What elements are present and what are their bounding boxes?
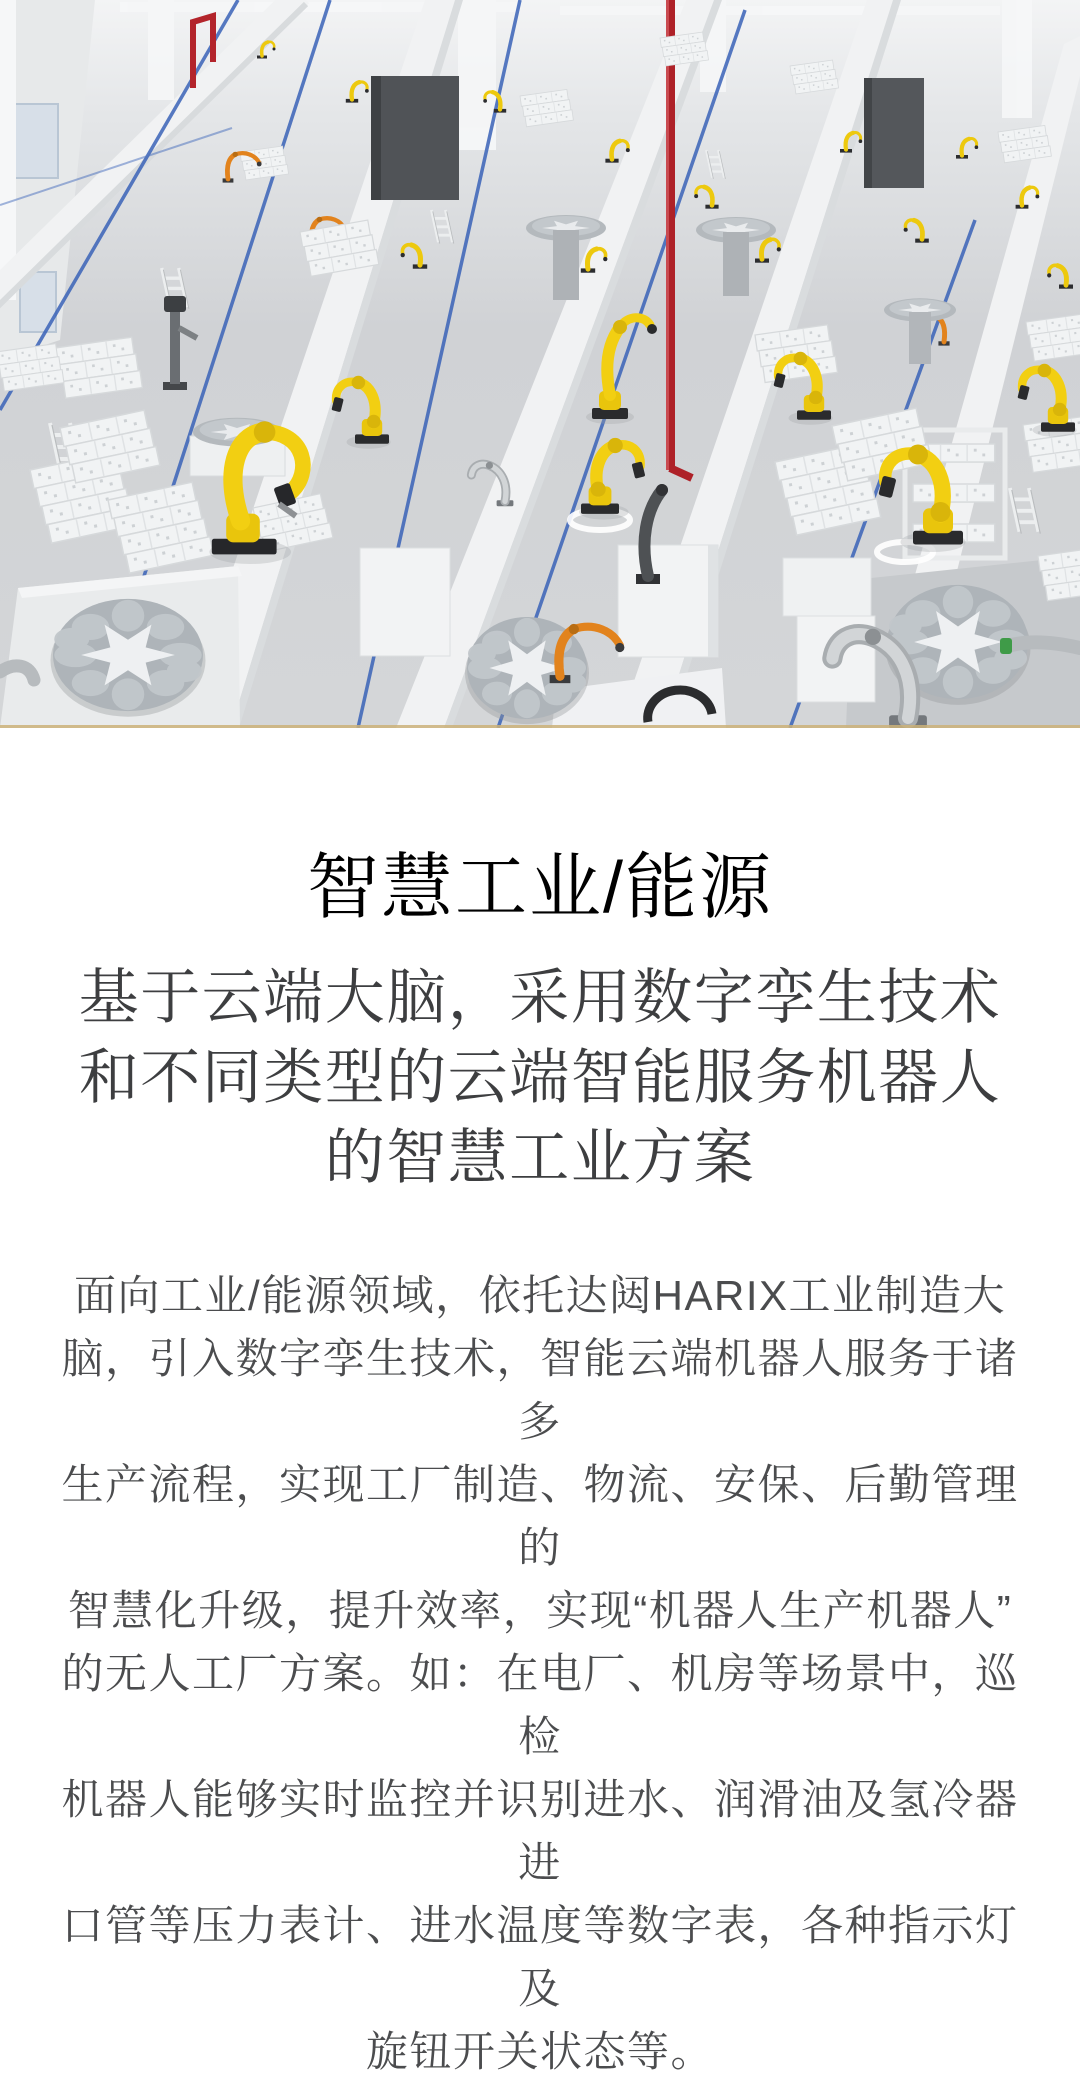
subtitle-line: 的智慧工业方案: [324, 1124, 756, 1191]
subtitle-line: 基于云端大脑，采用数字孪生技术: [78, 964, 1002, 1031]
body-line: 口管等压力表计、进水温度等数字表，各种指示灯及: [61, 1902, 1019, 2012]
factory-scene-illustration: [0, 0, 1080, 728]
page-subtitle: [0, 958, 1080, 1198]
body-line: 生产流程，实现工厂制造、物流、安保、后勤管理的: [61, 1461, 1019, 1571]
hero-factory-image: [0, 0, 1080, 728]
article: [0, 846, 1080, 2083]
body-line: 机器人能够实时监控并识别进水、润滑油及氢冷器进: [61, 1776, 1019, 1886]
body-line: 旋钮开关状态等。: [365, 2028, 714, 2075]
hero-bottom-rule: [0, 725, 1080, 728]
body-line: 脑，引入数字孪生技术，智能云端机器人服务于诸多: [61, 1335, 1019, 1445]
body-line: 面向工业/能源领域，依托达闼HARIX工业制造大: [73, 1272, 1007, 1319]
subtitle-line: 和不同类型的云端智能服务机器人: [78, 1044, 1002, 1111]
body-line: 智慧化升级，提升效率，实现“机器人生产机器人”: [67, 1587, 1013, 1634]
body-line: 的无人工厂方案。如：在电厂、机房等场景中，巡检: [61, 1650, 1019, 1760]
body-paragraph: [40, 1264, 1040, 2083]
page-title: 智慧工业/能源: [306, 848, 773, 928]
